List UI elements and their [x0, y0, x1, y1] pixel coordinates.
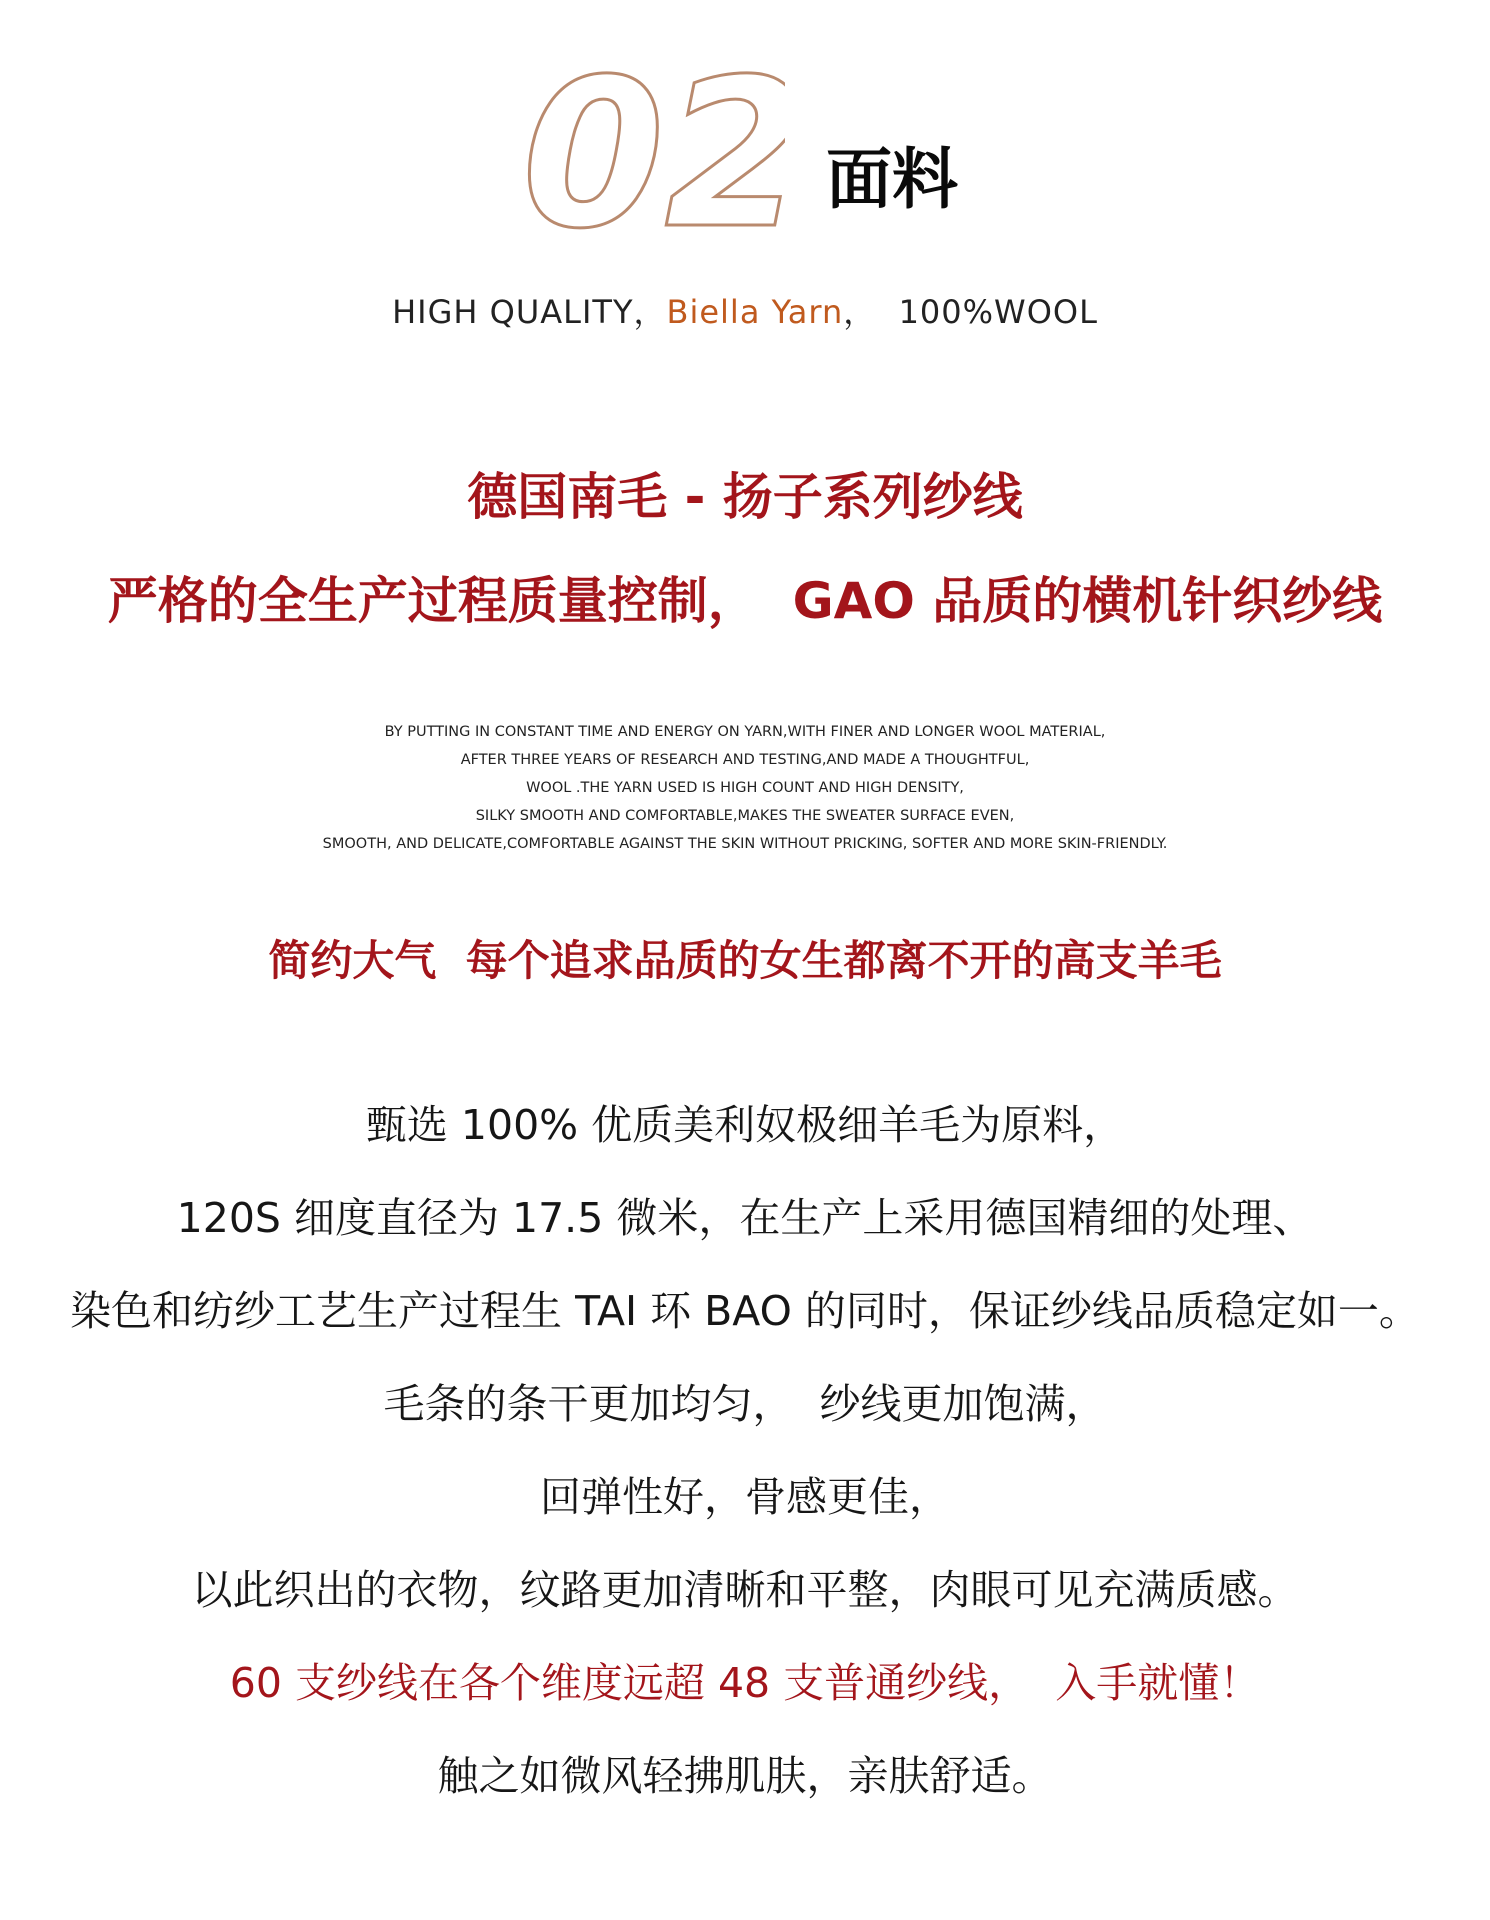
- english-line: SILKY SMOOTH AND COMFORTABLE,MAKES THE SWEATER SURFACE EVEN,: [475, 808, 1015, 824]
- tagline-yarn: Biella Yarn: [666, 293, 844, 331]
- body-text: [0, 1090, 1490, 1834]
- english-line: WOOL .THE YARN USED IS HIGH COUNT AND HIGH DENSITY,: [526, 780, 964, 796]
- body-line: 毛条的条干更加均匀， 纱线更加饱满，: [383, 1380, 1107, 1428]
- english-line: SMOOTH, AND DELICATE,COMFORTABLE AGAINST THE SKIN WITHOUT PRICKING, SOFTER AND MORE SKIN-FRIENDLY.: [322, 836, 1168, 852]
- section-number-outline: [520, 55, 785, 240]
- body-line-highlight: 60 支纱线在各个维度远超 48 支普通纱线， 入手就懂！: [229, 1659, 1261, 1707]
- section-number-graphic: [520, 55, 785, 240]
- tagline-wool: ， 100%WOOL: [843, 293, 1098, 331]
- section-title: 面料: [826, 141, 958, 218]
- body-line: 以此织出的衣物，纹路更加清晰和平整，肉眼可见充满质感。: [191, 1566, 1299, 1614]
- body-line: 触之如微风轻拂肌肤，亲肤舒适。: [437, 1752, 1053, 1800]
- section-header: [0, 0, 1490, 260]
- tagline: [0, 290, 1490, 334]
- english-line: AFTER THREE YEARS OF RESEARCH AND TESTING,AND MADE A THOUGHTFUL,: [460, 752, 1030, 768]
- body-line: 甄选 100% 优质美利奴极细羊毛为原料，: [365, 1101, 1125, 1149]
- section-number-text: 02: [522, 55, 785, 240]
- english-line: BY PUTTING IN CONSTANT TIME AND ENERGY ON YARN,WITH FINER AND LONGER WOOL MATERIAL,: [384, 724, 1106, 740]
- body-line: 120S 细度直径为 17.5 微米，在生产上采用德国精细的处理、: [176, 1194, 1314, 1242]
- heading-series: 德国南毛 - 扬子系列纱线: [467, 468, 1023, 526]
- body-line: 回弹性好，骨感更佳，: [540, 1473, 950, 1521]
- body-line: 染色和纺纱工艺生产过程生 TAI 环 BAO 的同时，保证纱线品质稳定如一。: [70, 1287, 1420, 1335]
- english-description: [0, 718, 1490, 858]
- tagline-quality: HIGH QUALITY，: [392, 293, 667, 331]
- subheading: 简约大气 每个追求品质的女生都离不开的高支羊毛: [268, 936, 1222, 985]
- heading-quality-control: 严格的全生产过程质量控制， GAO 品质的横机针织纱线: [107, 572, 1383, 630]
